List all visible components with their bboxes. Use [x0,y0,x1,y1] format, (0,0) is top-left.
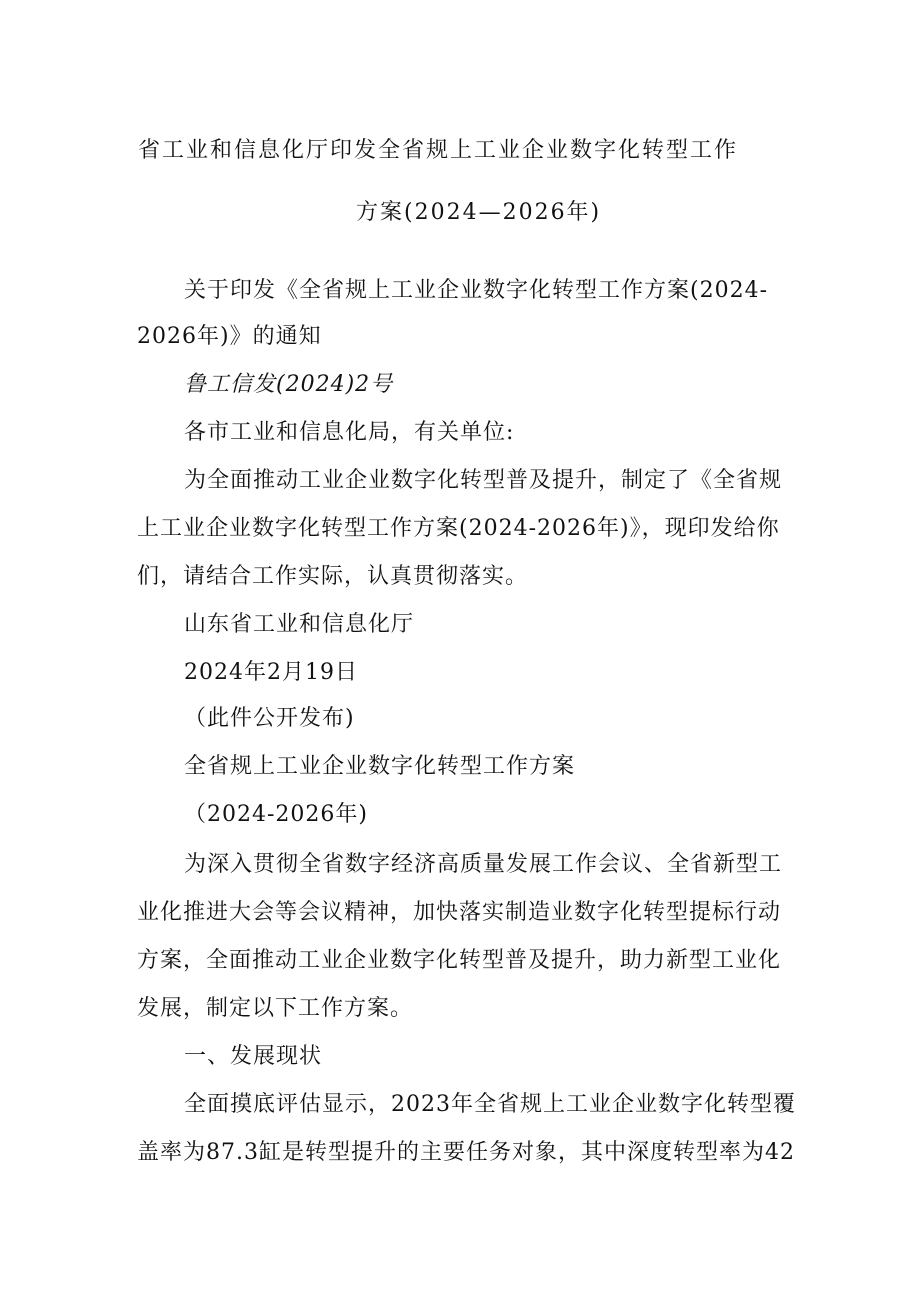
body-paragraph-1-line-1: 为全面推动工业企业数字化转型普及提升，制定了《全省规 [184,468,783,493]
plan-years: （2024-2026年) [184,802,368,827]
section-1-heading: 一、发展现状 [184,1044,323,1069]
document-title-line-2: 方案(2024—2026年) [356,200,602,225]
body-paragraph-2-line-2: 业化推进大会等会议精神，加快落实制造业数字化转型提标行动 [137,900,782,925]
addressee: 各市工业和信息化局，有关单位: [184,420,515,445]
issue-date: 2024年2月19日 [184,660,358,685]
body-paragraph-1-line-2: 上工业企业数字化转型工作方案(2024-2026年)》，现印发给你 [137,516,780,541]
body-paragraph-2-line-1: 为深入贯彻全省数字经济高质量发展工作会议、全省新型工 [184,852,783,877]
body-paragraph-3-line-2: 盖率为87.3缸是转型提升的主要任务对象，其中深度转型率为42 [137,1140,795,1165]
document-title-line-1: 省工业和信息化厅印发全省规上工业企业数字化转型工作 [138,138,739,163]
issuer: 山东省工业和信息化厅 [184,612,415,637]
body-paragraph-2-line-4: 发展，制定以下工作方案。 [137,996,414,1021]
document-number: 鲁工信发(2024)2号 [184,372,394,397]
notice-title-line-2: 2026年)》的通知 [137,324,322,349]
body-paragraph-1-line-3: 们，请结合工作实际，认真贯彻落实。 [137,564,529,589]
publish-note: （此件公开发布) [184,706,355,731]
plan-title: 全省规上工业企业数字化转型工作方案 [184,754,576,779]
body-paragraph-3-line-1: 全面摸底评估显示，2023年全省规上工业企业数字化转型覆 [184,1092,796,1117]
body-paragraph-2-line-3: 方案，全面推动工业企业数字化转型普及提升，助力新型工业化 [137,948,782,973]
notice-title-line-1: 关于印发《全省规上工业企业数字化转型工作方案(2024- [184,278,769,303]
